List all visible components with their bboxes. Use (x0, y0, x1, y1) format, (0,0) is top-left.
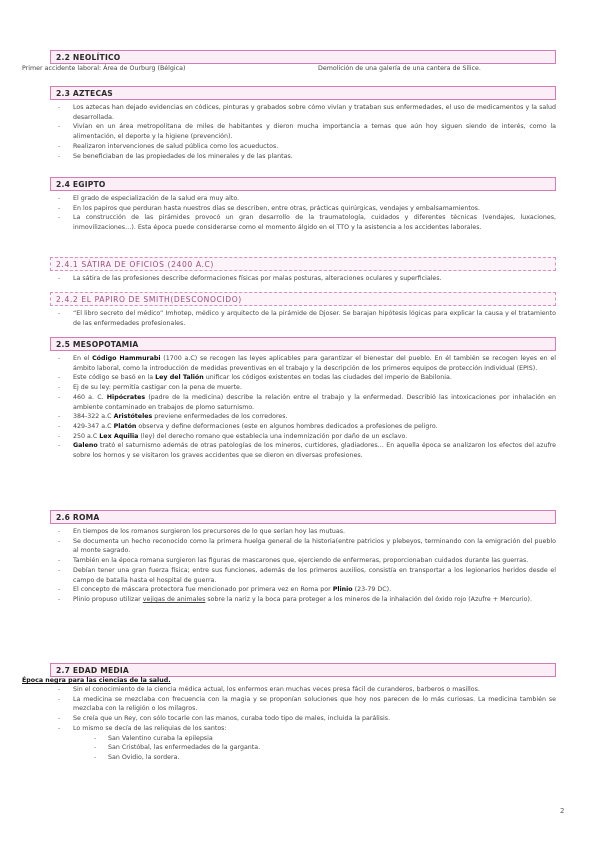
item-text: 384-322 a.C (73, 413, 114, 421)
item-text: (padre de la medicina) describe la relación entre el trabajo y la enfermedad. Describió las intoxicaciones por inhalación en ambiente contaminado en trabajos de plomo saturnismo. (73, 393, 556, 411)
section-roma (50, 510, 556, 605)
section-aztecas (50, 86, 556, 161)
item-text: (1700 a.C) se recogen las leyes aplicables para garantizar el bienestar del pueblo. En él también se recogen leyes en el ámbito laboral, como la introducción de medidas preventivas en el trabajo y la descripción de los primeros equipos de protección individual (EPIS). (73, 355, 556, 372)
item-keyword: Plinio (332, 586, 353, 594)
list-item (50, 432, 556, 442)
item-keyword: Aristóteles (113, 413, 153, 421)
list-item: - La medicina se mezclaba con frecuencia con la magia y se proponían soluciones que hoy nos parecen de lo más curiosas. La medicina también se mezclaba con la religión o los milagros. (50, 695, 556, 714)
item-keyword: Platón (113, 422, 137, 430)
bullet-list (50, 103, 556, 161)
list-item: - “El libro secreto del médico” Imhotep, médico y arquitecto de la pirámide de Djoser. Se barajan hipótesis lógicas para explicar la causa y el tratamiento de las enfermedades profesionales. (50, 309, 556, 328)
list-item: - Vivían en un área metropolitana de miles de habitantes y dieron mucha importancia a temas que aún hoy siguen siendo de interés, como la alimentación, el deporte y la higiene (prevención). (50, 122, 556, 141)
section-title: 2.6 ROMA (50, 510, 556, 524)
sub-list-item: - San Cristóbal, las enfermedades de la garganta. (50, 743, 556, 753)
list-item: - La sátira de las profesiones describe deformaciones físicas por malas posturas, alteraciones oculares y superficiales. (50, 274, 556, 284)
list-item: - Los aztecas han dejado evidencias en códices, pinturas y grabados sobre cómo vivían y trataban sus enfermedades, el uso de medicamentos y la salud desarrollada. (50, 103, 556, 122)
section-egipto (50, 177, 556, 233)
list-item: - Debían tener una gran fuerza física; entre sus funciones, además de los primeros auxilios, consistía en transportar a los legionarios heridos desde el campo de batalla hasta el hospital de guerra. (50, 566, 556, 585)
item-text: trató el saturnismo además de otras patologías de los mineros, curtidores, gladiadores… En aquella época se analizaron los efectos del azufre sobre los hornos y se visitaron los graves accidentes que se dieron en diversas profesiones. (73, 442, 556, 460)
bullet-list (50, 685, 556, 734)
list-item: - Se creía que un Rey, con sólo tocarle con las manos, curaba todo tipo de males, incluida la parálisis. (50, 714, 556, 724)
list-item (50, 373, 556, 383)
page-number: 2 (560, 807, 565, 815)
section-title: 2.4 EGIPTO (50, 177, 556, 191)
list-item: - También en la época romana surgieron las figuras de mascarones que, ejerciendo de enfermeras, proporcionaban cuidados durante las guerras. (50, 556, 556, 566)
item-text: El concepto de máscara protectora fue mencionado por primera vez en Roma por (73, 586, 333, 594)
list-item: - En tiempos de los romanos surgieron los precursores de lo que serían hoy las mutuas. (50, 527, 556, 537)
edad-media-body (50, 685, 556, 763)
item-text: sobre la nariz y la boca para proteger a los mineros de la inhalación del óxido rojo (Azufre + Mercurio). (205, 595, 532, 603)
list-item (50, 585, 556, 595)
section-satira-oficios (50, 257, 556, 284)
section-mesopotamia (50, 337, 556, 461)
list-item: - Se beneficiaban de las propiedades de los minerales y de las plantas. (50, 152, 556, 162)
list-item (50, 393, 556, 412)
section-title: 2.4.2 EL PAPIRO DE SMITH(DESCONOCIDO) (50, 292, 556, 306)
list-item (50, 412, 556, 422)
bullet-list (50, 274, 556, 284)
bullet-list (50, 354, 556, 461)
item-text: unificar los códigos existentes en todas las ciudades del imperio de Babilonia. (203, 374, 452, 382)
item-keyword: Lex Aquilia (99, 432, 139, 440)
list-item (50, 422, 556, 432)
item-text: Plinio propuso utilizar (73, 595, 143, 603)
item-text: 460 a. C. (73, 393, 107, 401)
list-item: - En los papiros que perduran hasta nuestros días se describen, entre otras, prácticas quirúrgicas, vendajes y embalsamamientos. (50, 204, 556, 214)
item-text: previene enfermedades de los corredores. (152, 413, 288, 421)
neolitico-left-note: Primer accidente laboral: Área de Ourburg (Bélgica) (22, 65, 186, 72)
list-item: - Lo mismo se decía de las reliquias de los santos: (50, 724, 556, 734)
list-item: - Sin el conocimiento de la ciencia médica actual, los enfermos eran muchas veces presa fácil de curanderos, barberos o masillos. (50, 685, 556, 695)
item-underlined: vejigas de animales (142, 595, 206, 603)
section-title: 2.4.1 SÁTIRA DE OFICIOS (2400 A.C) (50, 257, 556, 271)
item-text: (ley) del derecho romano que establecía una indemnización por daño de un esclavo. (138, 432, 408, 440)
item-keyword: Ley del Talión (155, 374, 204, 382)
list-item: - La construcción de las pirámides provocó un gran desarrollo de la traumatología, cuidados y diferentes técnicas (vendajes, luxaciones, inmovilizaciones…). Esta época puede considerarse como el momento álgido en el TTO y la asistencia a los accidentes laborales. (50, 213, 556, 232)
section-subtitle: Época negra para las ciencias de la salud. (22, 677, 171, 684)
section-title: 2.3 AZTECAS (50, 86, 556, 100)
sub-list-item: - San Valentino curaba la epilepsia (50, 734, 556, 744)
list-item: - Se documenta un hecho reconocido como la primera huelga general de la historia(entre patricios y plebeyos, terminando con la emigración del pueblo al monte sagrado. (50, 537, 556, 556)
item-keyword: Galeno (73, 442, 98, 450)
bullet-list (50, 194, 556, 233)
item-text: (23-79 DC). (352, 586, 392, 594)
item-text: Este código se basó en la (73, 374, 156, 382)
list-item (50, 354, 556, 373)
item-text: 250 a.C (73, 432, 100, 440)
list-item (50, 595, 556, 605)
item-text: observa y define deformaciones (este en algunos hombres dedicados a profesiones de peligro. (136, 422, 438, 430)
list-item (50, 441, 556, 460)
list-item: - El grado de especialización de la salud era muy alto. (50, 194, 556, 204)
bullet-list (50, 309, 556, 328)
list-item: - Realizaron intervenciones de salud pública como los acueductos. (50, 142, 556, 152)
sub-list (50, 734, 556, 763)
section-title: 2.2 NEOLÍTICO (50, 50, 556, 64)
sub-list-item: - San Ovidio, la sordera. (50, 753, 556, 763)
section-title: 2.5 MESOPOTAMIA (50, 337, 556, 351)
section-papiro-smith (50, 292, 556, 328)
bullet-list (50, 527, 556, 605)
list-item (50, 383, 556, 393)
item-text: Ej de su ley: permitía castigar con la pena de muerte. (73, 384, 242, 392)
section-neolitico (50, 50, 556, 64)
neolitico-right-note: Demolición de una galería de una cantera de Sílice. (318, 65, 481, 72)
item-keyword: Código Hammurabi (92, 355, 161, 362)
section-title: 2.7 EDAD MEDIA (50, 663, 556, 677)
item-text: 429-347 a.C (73, 422, 114, 430)
section-edad-media (50, 663, 556, 677)
item-keyword: Hipócrates (106, 393, 146, 401)
item-text: En el (73, 355, 93, 362)
